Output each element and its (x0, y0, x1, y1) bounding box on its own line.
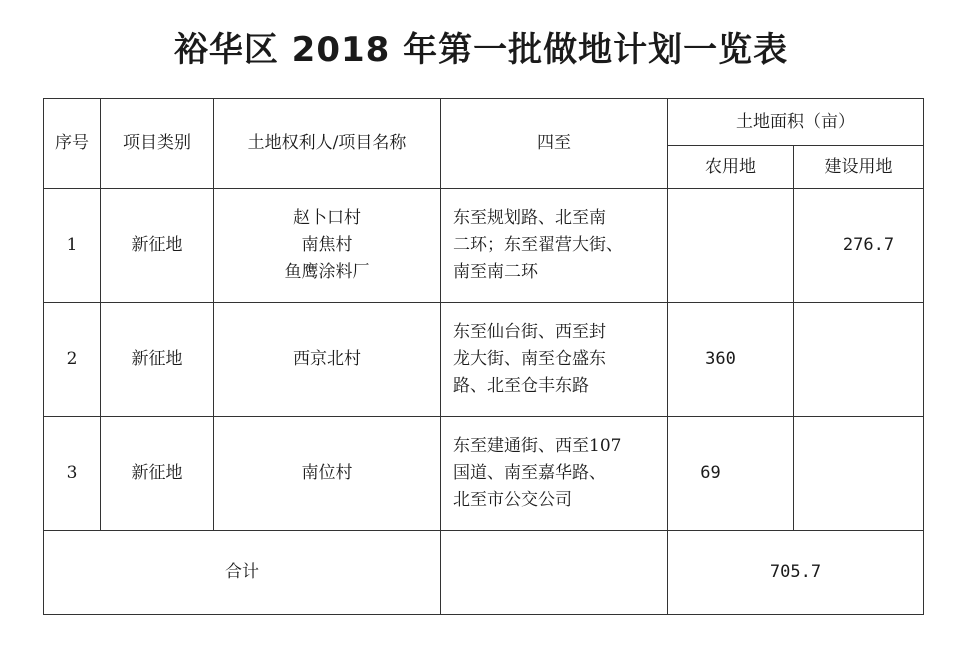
owner-line: 南焦村 (301, 235, 353, 255)
header-index: 序号 (44, 99, 101, 189)
boundary-line: 东至规划路、北至南 (453, 208, 606, 228)
row-owner (214, 303, 441, 417)
total-row (44, 531, 924, 615)
owner-line: 鱼鹰涂料厂 (284, 262, 370, 282)
boundary-line: 二环；东至翟营大街、 (453, 235, 623, 255)
page-title: 裕华区 2018 年第一批做地计划一览表 (173, 30, 789, 70)
header-category: 项目类别 (101, 99, 214, 189)
owner-line: 西京北村 (293, 349, 361, 369)
header-farm: 农用地 (668, 146, 794, 189)
row-farm-area: 69 (668, 417, 794, 531)
total-empty-cell (441, 531, 668, 615)
row-category: 新征地 (101, 189, 214, 303)
row-index: 1 (44, 189, 101, 303)
row-category: 新征地 (101, 417, 214, 531)
row-owner (214, 417, 441, 531)
row-farm-area: 360 (668, 303, 794, 417)
table-row (44, 417, 924, 531)
row-owner (214, 189, 441, 303)
header-owner: 土地权利人/项目名称 (214, 99, 441, 189)
row-boundary (441, 189, 668, 303)
boundary-line: 东至仙台街、西至封 (453, 322, 606, 342)
boundary-line: 路、北至仓丰东路 (453, 376, 589, 396)
row-category: 新征地 (101, 303, 214, 417)
row-boundary (441, 417, 668, 531)
owner-line: 赵卜口村 (293, 208, 361, 228)
total-value: 705.7 (668, 531, 924, 615)
header-row (44, 99, 924, 146)
boundary-line: 国道、南至嘉华路、 (453, 463, 606, 483)
boundary-line: 东至建通街、西至107 (453, 436, 622, 456)
table-row (44, 189, 924, 303)
row-farm-area (668, 189, 794, 303)
header-boundary: 四至 (441, 99, 668, 189)
row-index: 3 (44, 417, 101, 531)
row-build-area: 276.7 (794, 189, 924, 303)
row-build-area (794, 303, 924, 417)
header-build: 建设用地 (794, 146, 924, 189)
plan-table (43, 98, 924, 615)
row-boundary (441, 303, 668, 417)
row-index: 2 (44, 303, 101, 417)
total-label: 合计 (44, 531, 441, 615)
header-area: 土地面积（亩） (668, 99, 924, 146)
owner-line: 南位村 (301, 463, 353, 483)
row-build-area (794, 417, 924, 531)
table-row (44, 303, 924, 417)
boundary-line: 北至市公交公司 (453, 490, 572, 510)
boundary-line: 龙大街、南至仓盛东 (453, 349, 606, 369)
boundary-line: 南至南二环 (453, 262, 538, 282)
